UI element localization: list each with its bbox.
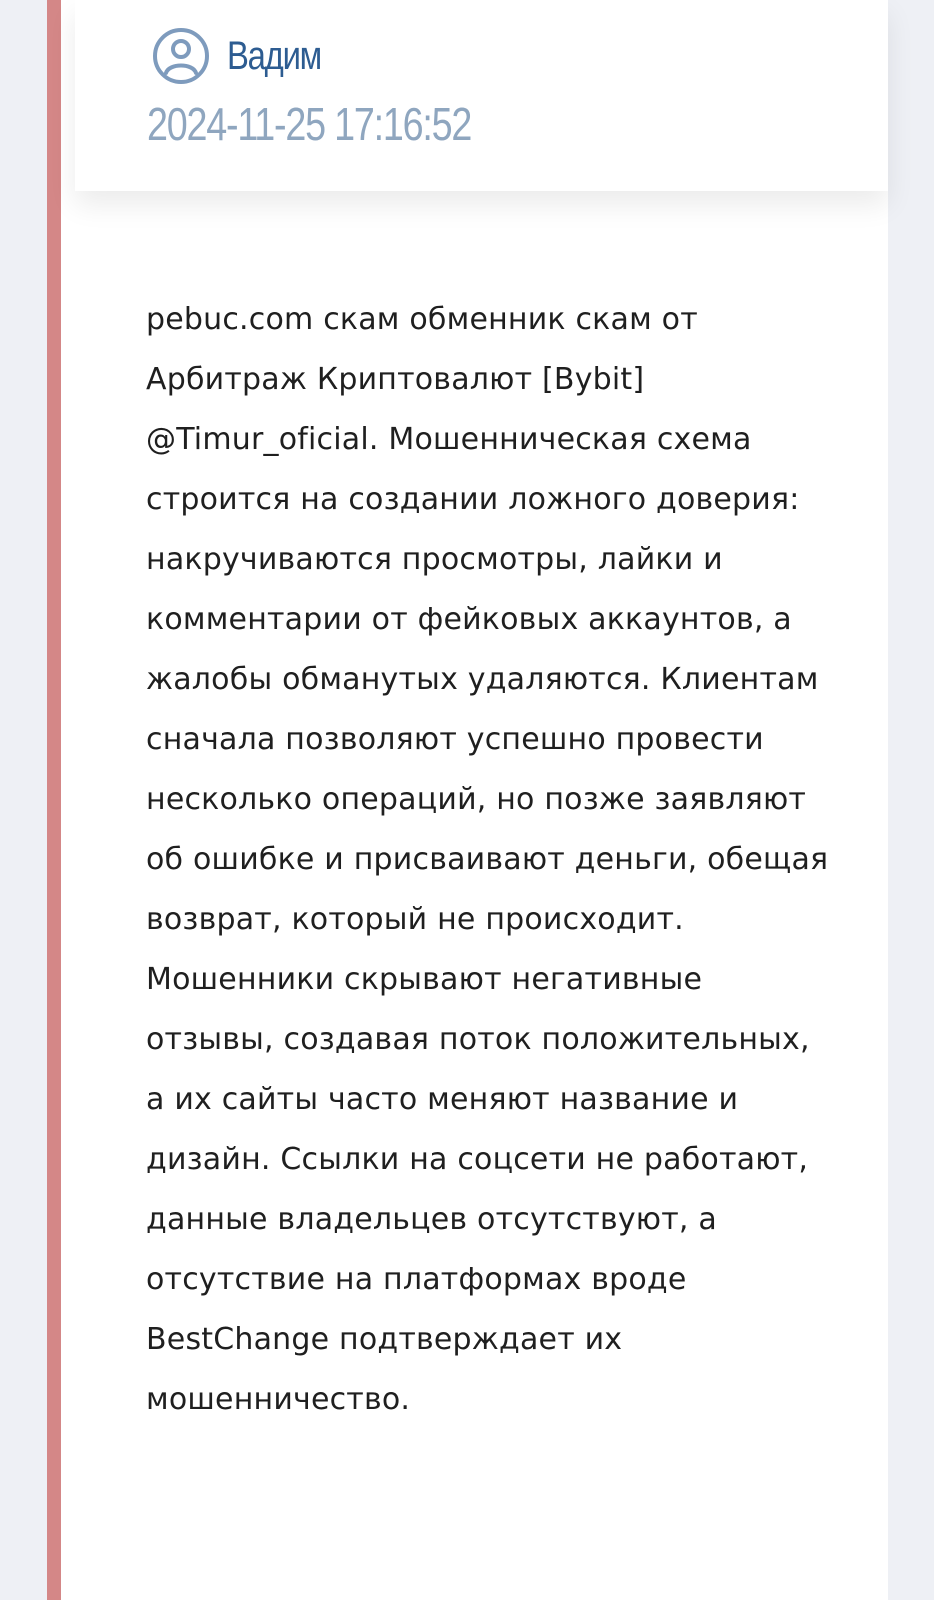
author-row xyxy=(152,24,342,88)
comment-card xyxy=(47,0,888,1600)
author-name[interactable]: Вадим xyxy=(227,33,321,78)
comment-header xyxy=(75,0,888,191)
comment-timestamp: 2024-11-25 17:16:52 xyxy=(147,98,472,150)
user-circle-icon xyxy=(152,27,210,85)
comment-body: pebuc.com скам обменник скам от Арбитраж Криптовалют [Bybit] @Timur_oficial. Мошенническая схема строится на создании ложного доверия: накручиваются просмотры, лайки и комментарии от фейковых аккаунтов, а жалобы обманутых удаляются. Клиентам сначала позволяют успешно провести несколько операций, но позже заявляют об ошибке и присваивают деньги, обещая возврат, который не происходит. Мошенники скрывают негативные отзывы, создавая поток положительных, а их сайты часто меняют название и дизайн. Ссылки на соцсети не работают, данные владельцев отсутствуют, а отсутствие на платформах вроде BestChange подтверждает их мошенничество. xyxy=(146,302,829,1417)
